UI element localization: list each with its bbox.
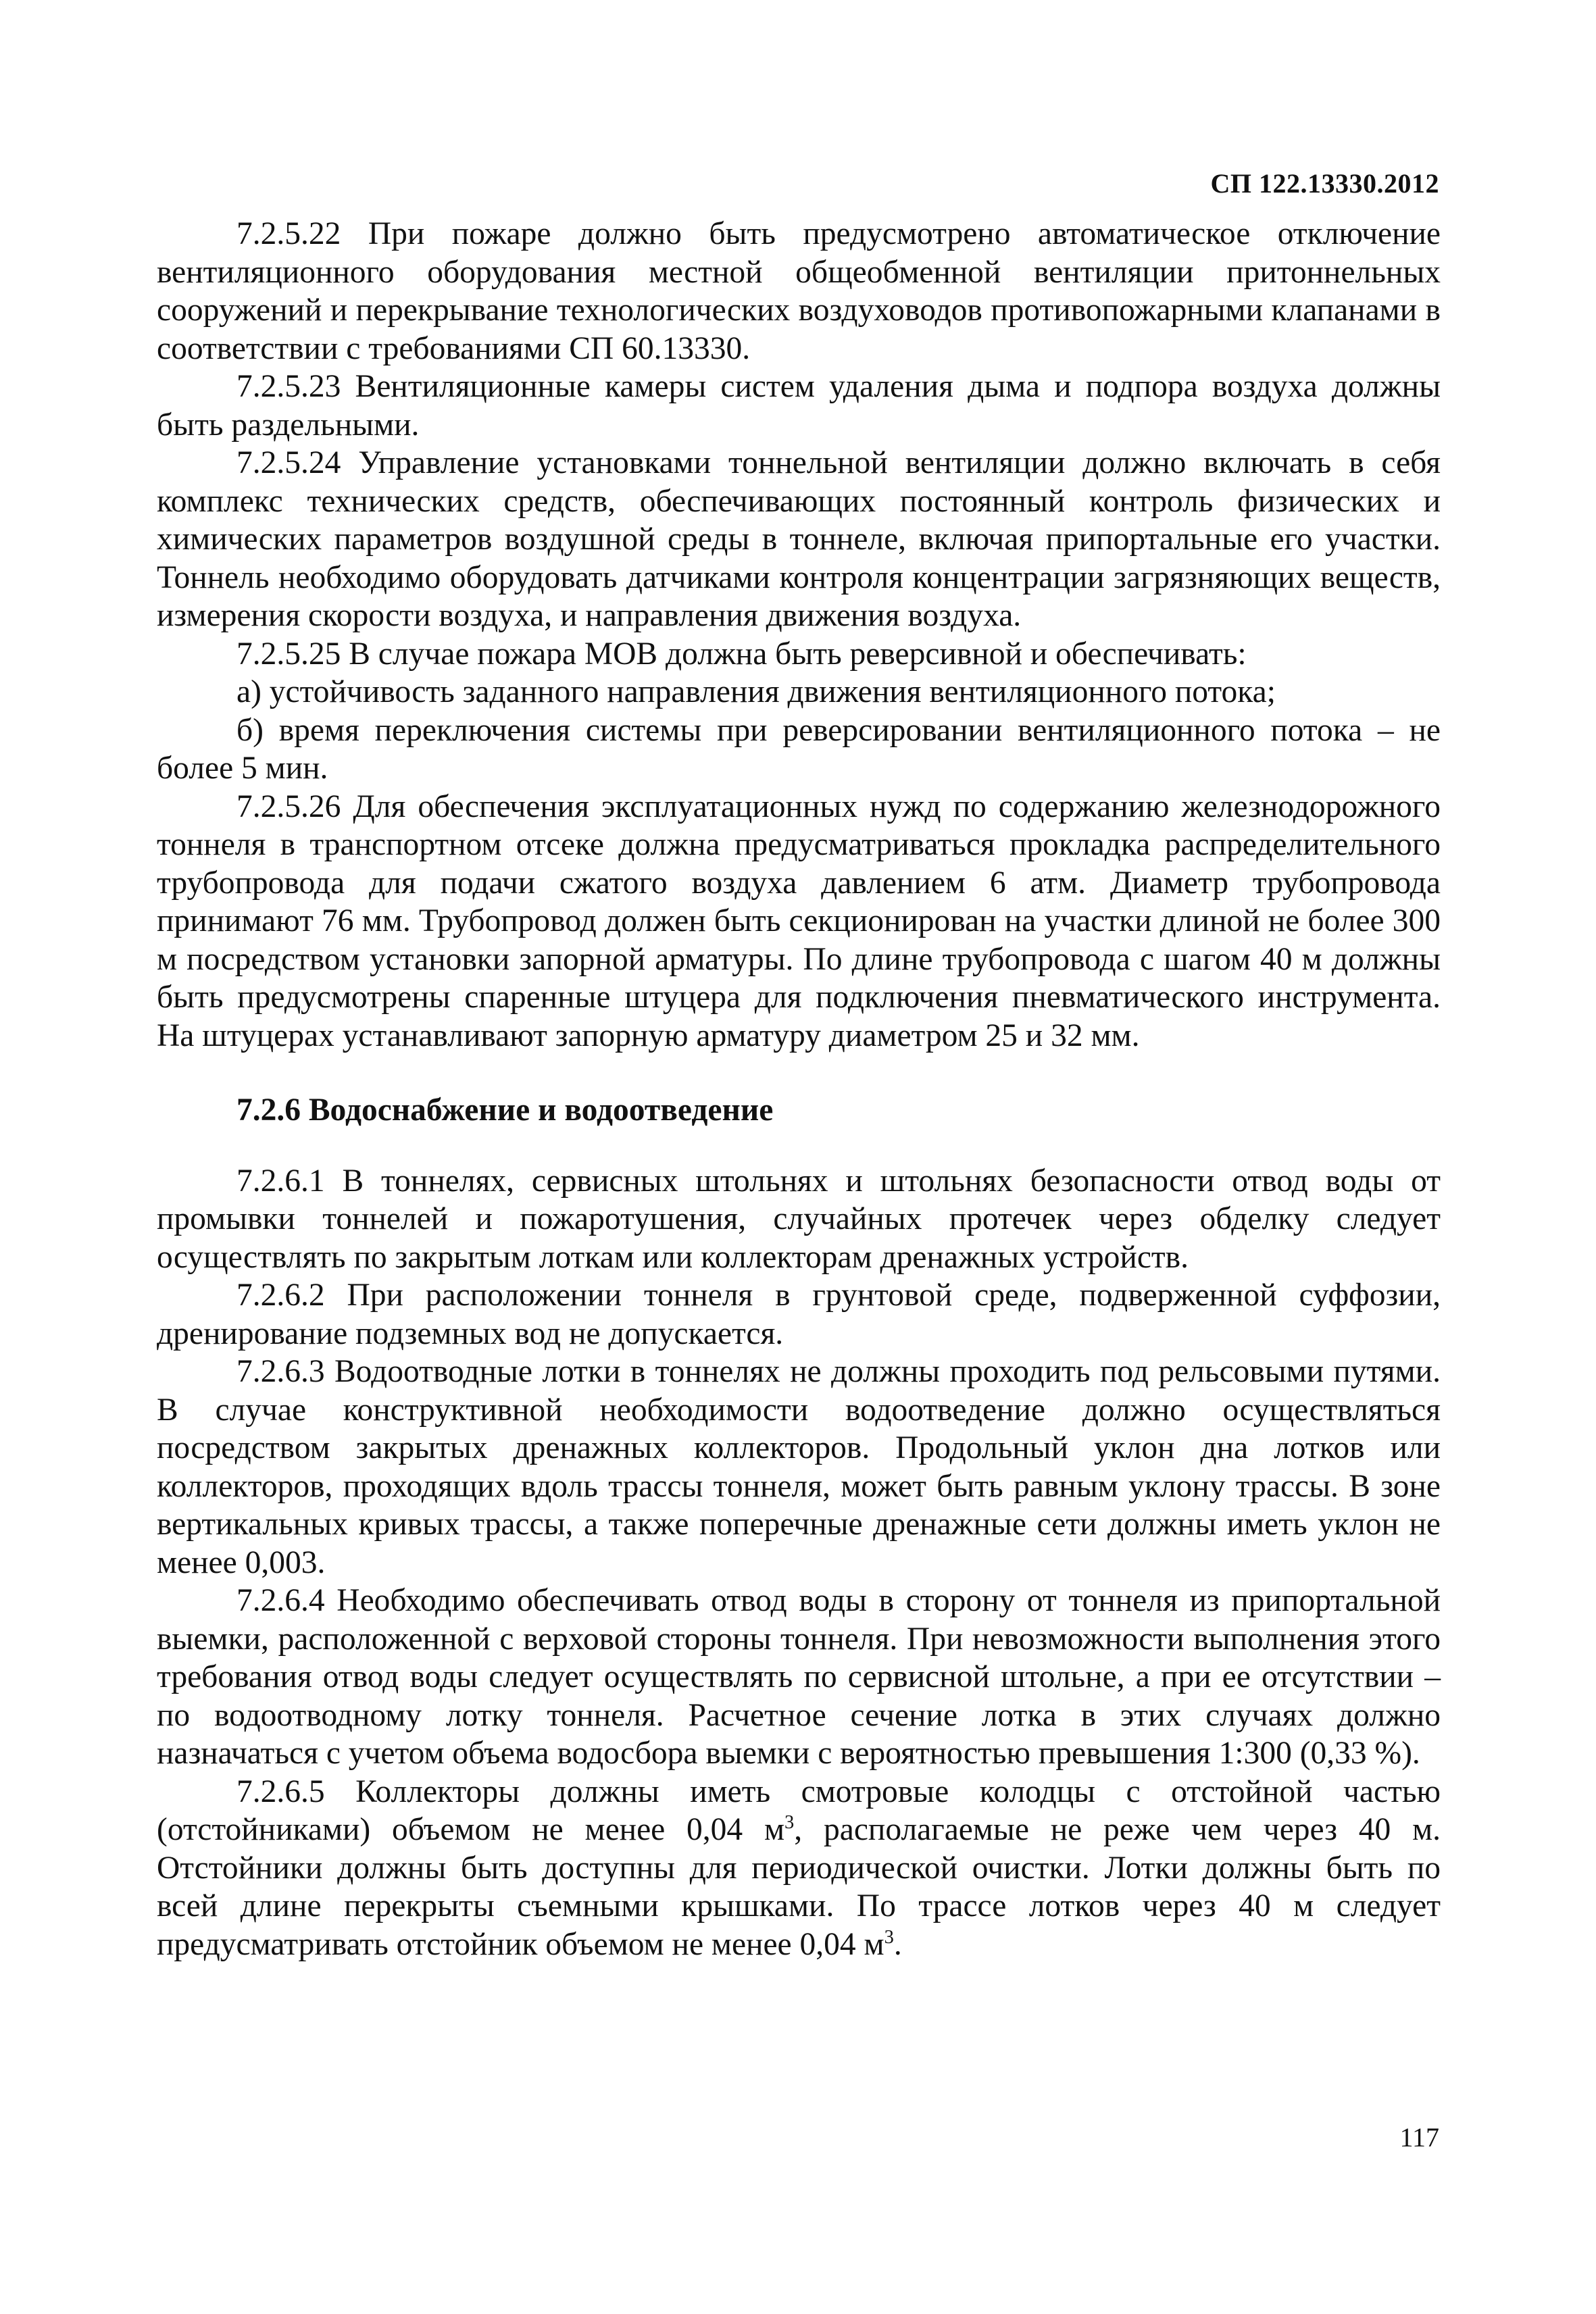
list-item-a: а) устойчивость заданного направления движения вентиляционного потока; (236, 674, 1276, 709)
paragraph-7-2-6-2: 7.2.6.2 При расположении тоннеля в грунтовой среде, подверженной суффозии, дренирование подземных вод не допускается. (157, 1278, 1441, 1351)
page-number: 117 (1399, 2122, 1439, 2153)
paragraph-7-2-6-3: 7.2.6.3 Водоотводные лотки в тоннелях не должны проходить под рельсовыми путями. В случае конструктивной необходимости водоотведение должно осуществляться посредством закрытых дренажных коллекторов. Продольный уклон дна лотков или коллекторов, проходящих вдоль трассы тоннеля, может быть равным уклону трассы. В зоне вертикальных кривых трассы, а также поперечные дренажные сети должны иметь уклон не менее 0,003. (157, 1354, 1441, 1580)
paragraph-7-2-5-26: 7.2.5.26 Для обеспечения эксплуатационных нужд по содержанию железнодорожного тоннеля в транспортном отсеке должна предусматриваться прокладка распределительного трубопровода для подачи сжатого воздуха давлением 6 атм. Диаметр трубопровода принимают 76 мм. Трубопровод должен быть секционирован на участки длиной не более 300 м посредством установки запорной арматуры. По длине трубопровода с шагом 40 м должны быть предусмотрены спаренные штуцера для подключения пневматического инструмента. На штуцерах устанавливают запорную арматуру диаметром 25 и 32 мм. (157, 788, 1441, 1053)
paragraph-7-2-6-5-part1: 7.2.6.5 Коллекторы должны иметь смотровые колодцы с отстойной частью (отстойниками) объемом не менее 0,04 м (157, 1774, 1441, 1847)
document-body (157, 215, 1441, 1963)
paragraph-7-2-6-1: 7.2.6.1 В тоннелях, сервисных штольнях и штольнях безопасности отвод воды от промывки тоннелей и пожаротушения, случайных протечек через обделку следует осуществлять по закрытым лоткам или коллекторам дренажных устройств. (157, 1163, 1441, 1275)
document-code: СП 122.13330.2012 (1210, 168, 1439, 199)
paragraph-7-2-6-5-part2: , располагаемые не реже чем через 40 м. Отстойники должны быть доступны для периодической очистки. Лотки должны быть по всей длине перекрыты съемными крышками. По трассе лотков через 40 м следует предусматривать отстойник объемом не менее 0,04 м (157, 1812, 1441, 1962)
paragraph-7-2-5-25: 7.2.5.25 В случае пожара МОВ должна быть реверсивной и обеспечивать: (236, 636, 1247, 672)
paragraph-7-2-5-24: 7.2.5.24 Управление установками тоннельной вентиляции должно включать в себя комплекс технических средств, обеспечивающих постоянный контроль физических и химических параметров воздушной среды в тоннеле, включая припортальные его участки. Тоннель необходимо оборудовать датчиками контроля концентрации загрязняющих веществ, измерения скорости воздуха, и направления движения воздуха. (157, 445, 1441, 633)
paragraph-7-2-5-23: 7.2.5.23 Вентиляционные камеры систем удаления дыма и подпора воздуха должны быть раздельными. (157, 369, 1441, 443)
section-heading-7-2-6: 7.2.6 Водоснабжение и водоотведение (236, 1092, 774, 1128)
superscript-cubic: 3 (784, 1812, 795, 1834)
paragraph-7-2-5-22: 7.2.5.22 При пожаре должно быть предусмотрено автоматическое отключение вентиляционного оборудования местной общеобменной вентиляции притоннельных сооружений и перекрывание технологических воздуховодов противопожарными клапанами в соответствии с требованиями СП 60.13330. (157, 216, 1441, 366)
paragraph-7-2-6-4: 7.2.6.4 Необходимо обеспечивать отвод воды в сторону от тоннеля из припортальной выемки, расположенной с верховой стороны тоннеля. При невозможности выполнения этого требования отвод воды следует осуществлять по сервисной штольне, а при ее отсутствии – по водоотводному лотку тоннеля. Расчетное сечение лотка в этих случаях должно назначаться с учетом объема водосбора выемки с вероятностью превышения 1:300 (0,33 %). (157, 1583, 1441, 1771)
paragraph-7-2-6-5 (157, 1773, 1441, 1964)
superscript-cubic: 3 (884, 1926, 894, 1948)
paragraph-7-2-6-5-part3: . (893, 1926, 902, 1962)
list-item-b: б) время переключения системы при реверсировании вентиляционного потока – не более 5 мин. (157, 712, 1441, 786)
